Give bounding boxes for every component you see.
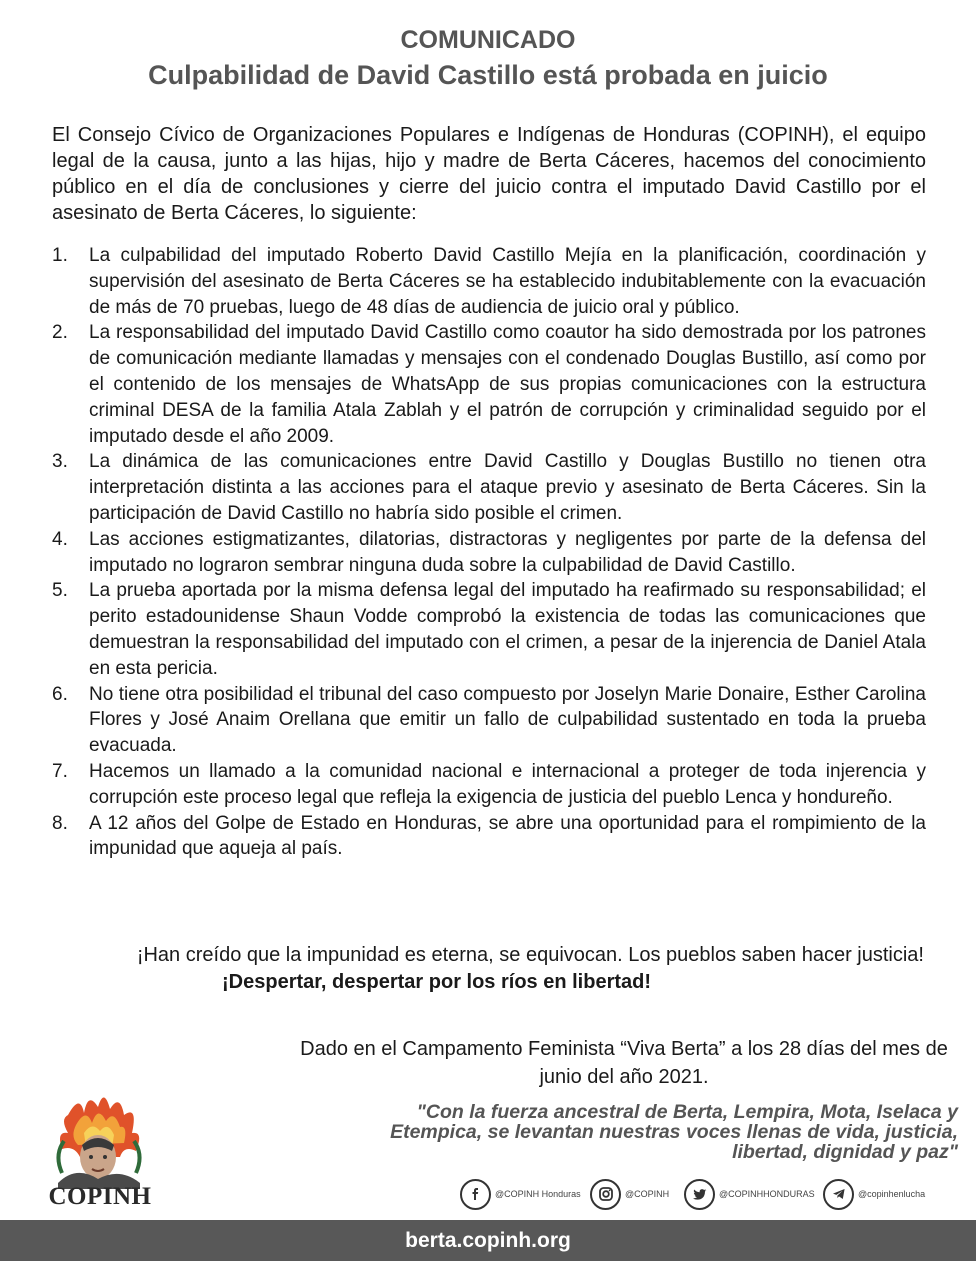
list-item-text: La culpabilidad del imputado Roberto David Castillo Mejía en la planificación, coordinación y supervisión del asesinato de Berta Cáceres se ha establecido indubitablemente con la evacuación de más de 70 pruebas, luego de 48 días de audiencia de juicio oral y público. <box>89 245 926 318</box>
list-item-text: Hacemos un llamado a la comunidad nacional e internacional a proteger de toda injerencia y corrupción este proceso legal que refleja la exigencia de justicia del pueblo Lenca y hondureño. <box>89 760 926 808</box>
list-item <box>52 449 926 526</box>
telegram-icon <box>823 1179 854 1210</box>
document-title: Culpabilidad de David Castillo está probada en juicio <box>148 60 828 90</box>
list-item-text: No tiene otra posibilidad el tribunal del caso compuesto por Joselyn Marie Donaire, Esther Carolina Flores y José Anaim Orellana que emitir un fallo de culpabilidad sustentado en toda la prueba evacuada. <box>89 683 926 757</box>
closing-slogan: ¡Despertar, despertar por los ríos en libertad! <box>222 971 652 993</box>
list-item-number: 8. <box>52 812 68 834</box>
social-twitter[interactable] <box>684 1176 815 1212</box>
list-item <box>52 320 926 449</box>
list-item <box>52 682 926 759</box>
list-item-text: La dinámica de las comunicaciones entre David Castillo y Douglas Bustillo no tienen otra interpretación distinta a las acciones para el ataque previo y asesinato de Berta Cáceres. Sin la participación de David Castillo no habría sido posible el crimen. <box>89 451 926 524</box>
intro-paragraph: El Consejo Cívico de Organizaciones Populares e Indígenas de Honduras (COPINH), el equipo legal de la causa, junto a las hijas, hijo y madre de Berta Cáceres, hacemos del conocimiento público en el día de conclusiones y cierre del juicio contra el imputado David Castillo por el asesinato de Berta Cáceres, lo siguiente: <box>52 124 926 224</box>
list-item-text: La prueba aportada por la misma defensa legal del imputado ha reafirmado su responsabilidad; el perito estadounidense Shaun Vodde comprobó la existencia de todas las comunicaciones que demuestran la responsabilidad del imputado con el crimen, a pesar de la injerencia de Daniel Atala en esta pericia. <box>89 580 926 679</box>
closing-statement: ¡Han creído que la impunidad es eterna, se equivocan. Los pueblos saben hacer justicia! <box>136 944 924 966</box>
list-item-number: 1. <box>52 245 68 266</box>
list-item-number: 6. <box>52 683 68 705</box>
footer-bar <box>0 1220 976 1261</box>
social-telegram[interactable] <box>823 1176 925 1212</box>
list-item-number: 2. <box>52 322 68 344</box>
social-handle: @COPINH <box>625 1189 670 1199</box>
list-item-number: 4. <box>52 528 68 550</box>
social-handle: @COPINH Honduras <box>495 1189 581 1199</box>
signature-place-date: Dado en el Campamento Feminista “Viva Berta” a los 28 días del mes de junio del año 2021. <box>300 1038 948 1088</box>
list-item-number: 7. <box>52 760 68 782</box>
facebook-icon <box>460 1179 491 1210</box>
website-url[interactable]: berta.copinh.org <box>405 1229 571 1252</box>
social-instagram[interactable] <box>590 1176 669 1212</box>
list-item <box>52 243 926 320</box>
list-item-number: 5. <box>52 580 68 602</box>
social-handle: @copinhenlucha <box>858 1189 926 1199</box>
logo-wordmark: COPINH <box>48 1183 152 1210</box>
list-item <box>52 578 926 681</box>
social-handle: @COPINHHONDURAS <box>719 1189 815 1199</box>
list-item-text: Las acciones estigmatizantes, dilatorias, distractoras y negligentes por parte de la defensa del imputado no lograron sembrar ninguna duda sobre la culpabilidad de David Castillo. <box>89 528 926 576</box>
list-item <box>52 811 926 863</box>
numbered-list <box>52 243 926 862</box>
list-item-text: La responsabilidad del imputado David Castillo como coautor ha sido demostrada por los patrones de comunicación mediante llamadas y mensajes con el condenado Douglas Bustillo, así como por el contenido de los mensajes de WhatsApp de sus propias comunicaciones con la estructura criminal DESA de la familia Atala Zablah y el patrón de corrupción y criminalidad seguido por el imputado desde el año 2009. <box>89 322 926 447</box>
social-facebook[interactable] <box>460 1176 581 1212</box>
list-item <box>52 527 926 579</box>
list-item-number: 3. <box>52 451 68 473</box>
document-kicker: COMUNICADO <box>400 26 576 54</box>
twitter-icon <box>684 1179 715 1210</box>
list-item <box>52 759 926 811</box>
list-item-text: A 12 años del Golpe de Estado en Honduras, se abre una oportunidad para el rompimiento de la impunidad que aqueja al país. <box>89 812 926 860</box>
closing-quote: "Con la fuerza ancestral de Berta, Lempira, Mota, Iselaca y Etempica, se levantan nuestras voces llenas de vida, justicia, libertad, dignidad y paz" <box>390 1101 958 1163</box>
instagram-icon <box>590 1179 621 1210</box>
